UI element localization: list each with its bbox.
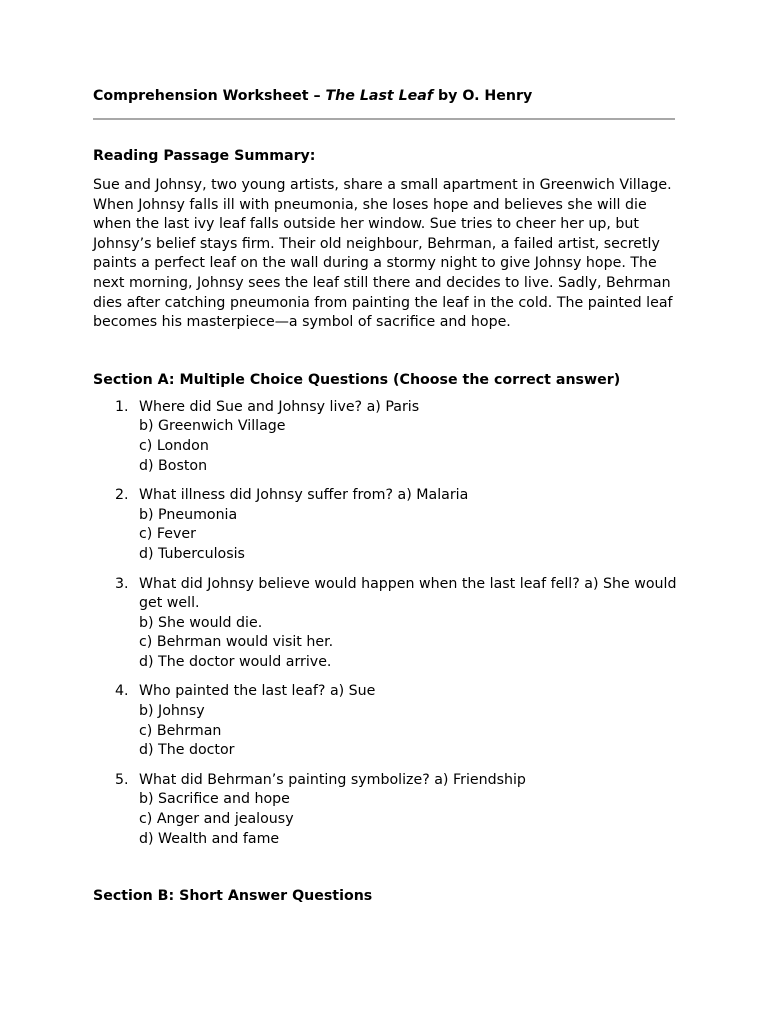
title-divider	[93, 118, 675, 120]
question-5	[93, 771, 684, 849]
option-b: b) She would die.	[139, 614, 263, 631]
summary-passage: Sue and Johnsy, two young artists, share a small apartment in Greenwich Village. When Johnsy falls ill with pneumonia, she loses hope and believes she will die when the last ivy leaf falls outside her window. Sue tries to cheer her up, but Johnsy’s belief stays firm. Their old neighbour, Behrman, a failed artist, secretly paints a perfect leaf on the wall during a stormy night to give Johnsy hope. The next morning, Johnsy sees the leaf still there and decides to live. Sadly, Behrman dies after catching pneumonia from painting the leaf in the cold. The painted leaf becomes his masterpiece—a symbol of sacrifice and hope.	[93, 177, 673, 331]
title-prefix: Comprehension Worksheet –	[93, 88, 326, 104]
option-b: b) Sacrifice and hope	[139, 791, 290, 808]
title-story-name: The Last Leaf	[325, 88, 434, 104]
question-text: Who painted the last leaf? a) Sue	[139, 683, 376, 700]
title-author: by O. Henry	[433, 88, 533, 104]
option-d: d) The doctor	[139, 742, 235, 759]
question-number: 1.	[115, 398, 129, 415]
section-b-heading: Section B: Short Answer Questions	[93, 888, 373, 905]
question-number: 2.	[115, 487, 129, 504]
question-number: 3.	[115, 575, 129, 592]
question-text: What illness did Johnsy suffer from? a) Malaria	[139, 487, 469, 504]
question-text: Where did Sue and Johnsy live? a) Paris	[139, 398, 420, 415]
option-c: c) Anger and jealousy	[139, 811, 294, 828]
question-text: What did Behrman’s painting symbolize? a) Friendship	[139, 771, 526, 788]
worksheet-content	[93, 84, 683, 908]
option-d: d) The doctor would arrive.	[139, 653, 332, 670]
question-number: 5.	[115, 771, 129, 788]
option-b: b) Greenwich Village	[139, 418, 286, 435]
question-2	[93, 486, 684, 564]
option-d: d) Tuberculosis	[139, 545, 245, 562]
summary-heading: Reading Passage Summary:	[93, 148, 316, 164]
option-b: b) Johnsy	[139, 703, 205, 720]
question-3	[93, 575, 684, 673]
option-d: d) Boston	[139, 457, 208, 474]
section-a-heading: Section A: Multiple Choice Questions (Choose the correct answer)	[93, 371, 621, 388]
mcq-list	[93, 398, 683, 849]
option-c: c) London	[139, 437, 209, 454]
question-text: What did Johnsy believe would happen when the last leaf fell? a) She would get well.	[139, 575, 677, 612]
option-c: c) Behrman would visit her.	[139, 634, 334, 651]
question-1	[93, 398, 684, 476]
question-number: 4.	[115, 683, 129, 700]
option-c: c) Fever	[139, 526, 196, 543]
option-b: b) Pneumonia	[139, 506, 238, 523]
worksheet-title	[93, 84, 683, 108]
option-d: d) Wealth and fame	[139, 830, 280, 847]
question-4	[93, 682, 684, 760]
option-c: c) Behrman	[139, 722, 222, 739]
